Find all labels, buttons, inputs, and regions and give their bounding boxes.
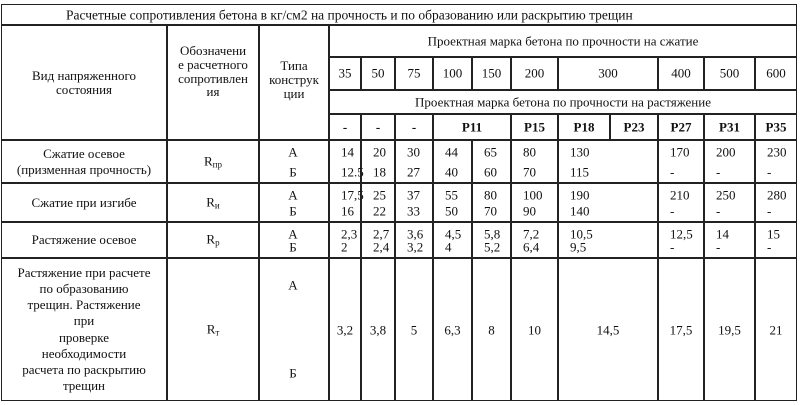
header-designation (167, 44, 259, 99)
row-name-line: при (73, 313, 95, 329)
row-name (1, 265, 167, 395)
row-name-line: трещин. Растяжение (27, 297, 141, 313)
row-symbol-letter: R (206, 321, 216, 336)
row-type-a: А (288, 226, 298, 242)
value-a: 3,6 (407, 226, 424, 242)
row-name-line: Сжатие осевое (43, 146, 125, 162)
value-b: 5,2 (484, 239, 501, 255)
compression-grade: 300 (598, 65, 618, 81)
value-a: 10,5 (570, 226, 593, 242)
value-merged: 21 (769, 322, 783, 337)
tension-grade: Р23 (623, 119, 645, 135)
value-a: 2,3 (341, 226, 358, 242)
value-a: 55 (445, 187, 458, 203)
row-symbol-letter: R (204, 153, 213, 168)
value-a: 250 (716, 187, 736, 203)
value-a: 30 (407, 144, 420, 160)
compression-grade: 50 (371, 65, 385, 81)
row-symbol (204, 154, 222, 169)
tension-grade: Р31 (719, 119, 740, 135)
row-symbol (206, 233, 219, 248)
header-construction-type-line: ции (283, 85, 305, 101)
compression-grade: 100 (442, 65, 463, 81)
value-b: 2 (341, 239, 348, 255)
value-a: 100 (523, 187, 543, 203)
value-a: 25 (373, 187, 386, 203)
value-a: 20 (373, 144, 386, 160)
value-b: - (670, 239, 675, 255)
tension-grade: Р27 (670, 119, 692, 135)
header-construction-type (259, 59, 329, 100)
value-a: 280 (767, 187, 787, 203)
row-symbol (206, 195, 220, 210)
compression-grade: 75 (407, 65, 421, 81)
value-merged: 3,8 (369, 322, 387, 337)
value-cell (704, 222, 755, 258)
value-b: 3,2 (407, 239, 424, 255)
document-title: Расчетные сопротивления бетона в кг/см2 на прочность и по образованию или раскрытию трещин (66, 7, 633, 23)
row-type-a: А (288, 187, 298, 203)
row-symbol-subscript: пр (212, 159, 222, 169)
value-a: 44 (445, 144, 458, 160)
header-stress-type-line: состояния (56, 81, 112, 97)
row-type-b: Б (289, 365, 297, 381)
row-name-line: трещин (62, 378, 106, 394)
header-designation-line: ия (206, 84, 220, 100)
value-a: 14 (716, 226, 729, 242)
value-a: 210 (670, 187, 690, 203)
value-b: - (767, 239, 772, 255)
row-symbol-letter: R (206, 231, 216, 247)
header-construction-type-line: Типа (280, 58, 308, 73)
row-name-line: Растяжение при расчете (17, 264, 151, 280)
value-b: - (670, 203, 675, 219)
compression-grade: 600 (766, 65, 786, 81)
value-b: 115 (570, 164, 590, 180)
value-merged: 17,5 (669, 322, 693, 337)
value-b: - (716, 164, 721, 180)
value-merged: 8 (488, 322, 495, 337)
value-a: 130 (570, 144, 590, 160)
value-b: 33 (407, 203, 420, 219)
value-a: 2,7 (373, 226, 390, 242)
value-merged: 14,5 (596, 322, 620, 337)
value-b: - (716, 203, 721, 219)
tension-grade: - (375, 119, 381, 135)
tension-grade: Р35 (765, 119, 787, 135)
row-name-line: Сжатие при изгибе (31, 194, 137, 210)
value-a: 170 (670, 144, 690, 160)
value-b: 70 (484, 203, 497, 219)
value-b: 16 (341, 203, 354, 219)
compression-grade: 500 (719, 65, 740, 81)
value-b: 90 (523, 203, 536, 219)
value-merged: 19,5 (718, 322, 741, 337)
value-b: 60 (484, 164, 497, 180)
value-b: 140 (570, 203, 590, 219)
value-b: - (670, 164, 675, 180)
header-designation-line: е расчетного (178, 56, 248, 72)
value-a: 5,8 (484, 226, 501, 242)
row-name-line: расчета по раскрытию (22, 361, 146, 377)
value-a: 190 (570, 187, 590, 203)
value-a: 7,2 (523, 226, 540, 242)
value-a: 80 (523, 144, 536, 160)
value-b: 2,4 (373, 239, 390, 255)
value-merged: 10 (528, 322, 541, 337)
value-a: 12,5 (670, 226, 693, 242)
row-name (1, 232, 167, 247)
row-symbol-subscript: р (215, 237, 220, 248)
value-b: 12.5 (341, 164, 364, 180)
row-type-b: Б (289, 203, 297, 219)
value-b: 40 (445, 164, 458, 180)
value-b: 18 (373, 164, 386, 180)
compression-grade-title: Проектная марка бетона по прочности на сжатие (427, 33, 699, 49)
header-designation-line: сопротивлен (178, 70, 248, 86)
tension-grade: Р15 (524, 119, 545, 135)
header-designation-line: Обозначени (179, 43, 247, 58)
row-name-line: Растяжение осевое (31, 232, 137, 248)
value-b: - (716, 239, 721, 255)
row-type-a: А (288, 277, 298, 293)
tension-grade: Р11 (461, 119, 483, 135)
value-b: 22 (373, 203, 386, 219)
header-stress-type-line: Вид напряженного (32, 68, 136, 83)
value-b: 70 (523, 164, 536, 180)
row-symbol-letter: R (206, 194, 215, 209)
row-name (1, 195, 167, 210)
compression-grade: 400 (671, 65, 691, 81)
value-b: 50 (445, 203, 458, 219)
value-b: 4 (445, 239, 452, 255)
value-a: 4,5 (445, 226, 462, 242)
tension-grade: - (342, 119, 348, 135)
row-symbol (207, 322, 220, 337)
value-a: 200 (716, 144, 736, 160)
value-b: 6,4 (523, 239, 540, 255)
compression-grade: 200 (524, 65, 545, 81)
row-name-line: проверке (58, 329, 110, 345)
value-merged: 3,2 (336, 322, 354, 337)
value-a: 15 (767, 226, 780, 242)
row-name-line: необходимости (41, 345, 127, 361)
header-stress-type (1, 69, 167, 97)
value-a: 80 (484, 187, 497, 203)
row-name-line: (призменная прочность) (16, 161, 152, 177)
value-b: - (767, 203, 772, 219)
value-b: 9,5 (570, 239, 587, 255)
value-a: 37 (407, 187, 420, 203)
value-merged: 5 (410, 322, 418, 337)
value-a: 17,5 (341, 187, 364, 203)
row-type-a: А (288, 144, 298, 160)
value-a: 14 (341, 144, 354, 160)
value-merged: 6,3 (444, 322, 461, 337)
row-type-b: Б (289, 164, 297, 180)
row-symbol-subscript: т (215, 327, 220, 337)
tension-grade: Р18 (573, 119, 595, 135)
row-name (1, 146, 167, 177)
row-symbol-subscript: и (214, 200, 220, 210)
row-name-line: по образованию (39, 280, 129, 296)
tension-grade: - (411, 119, 417, 135)
tension-grade-title: Проектная марка бетона по прочности на растяжение (415, 94, 711, 110)
value-a: 65 (484, 144, 497, 160)
compression-grade: 35 (338, 65, 352, 81)
compression-grade: 150 (481, 65, 502, 81)
header-construction-type-line: конструк (269, 71, 319, 87)
row-type-b: Б (289, 239, 297, 255)
value-a: 230 (767, 144, 787, 160)
value-b: - (767, 164, 772, 180)
value-b: 27 (407, 164, 420, 180)
